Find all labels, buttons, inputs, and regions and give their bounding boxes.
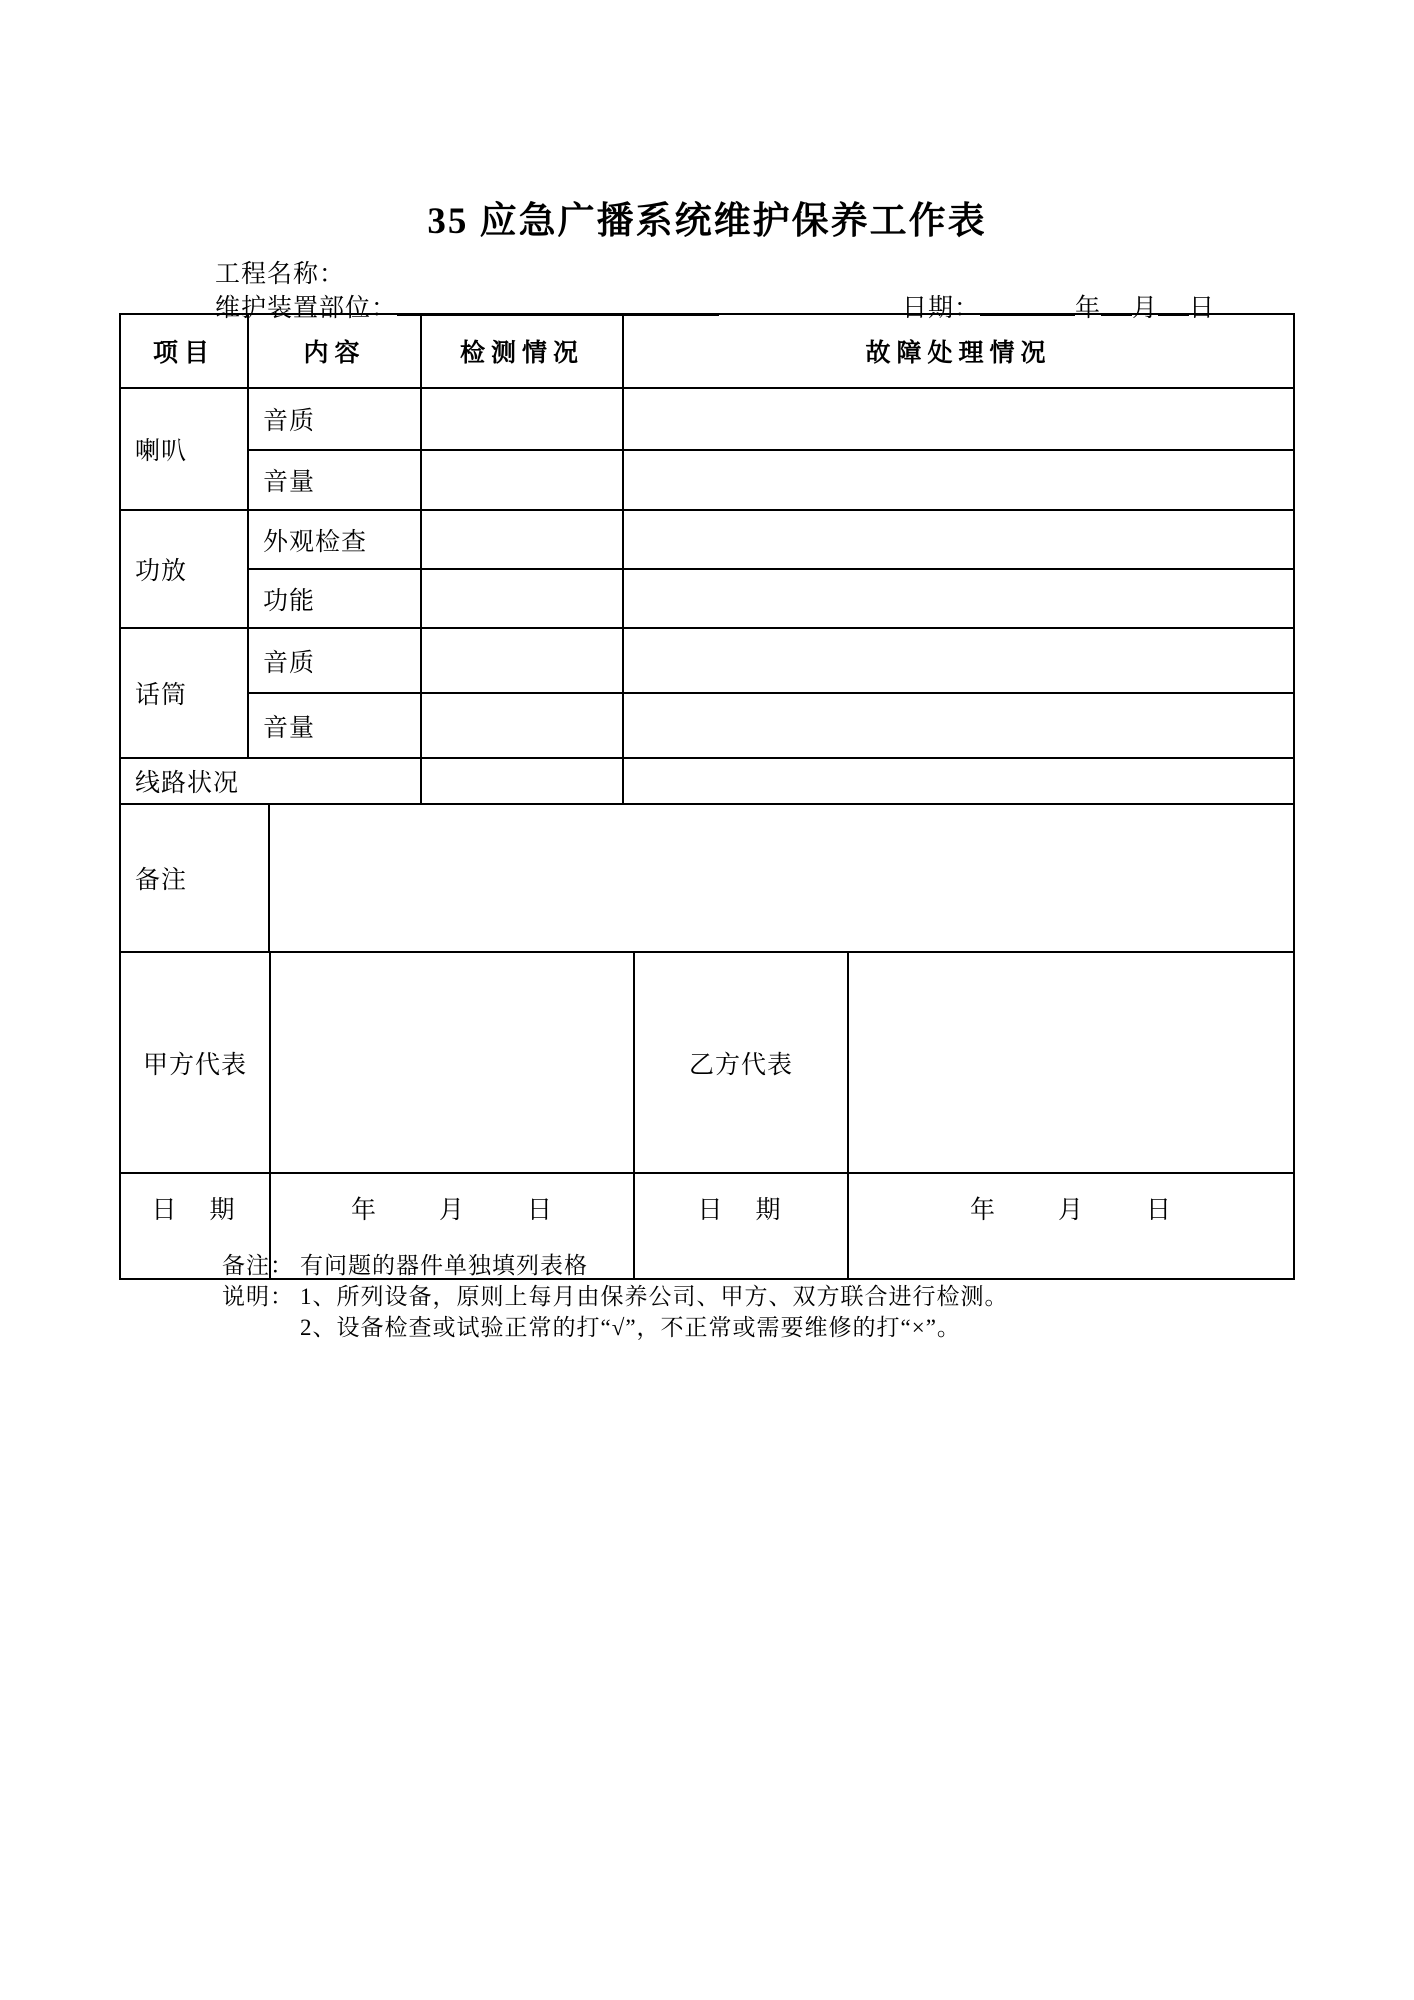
day-label: 日 — [527, 1197, 554, 1224]
table-row — [120, 693, 1294, 758]
signature-table — [119, 953, 1295, 1280]
footer-instruction-line-1 — [222, 1281, 1009, 1312]
year-label: 年 — [969, 1197, 996, 1224]
fault-empty-cell — [623, 569, 1294, 628]
fault-empty-cell — [623, 388, 1294, 450]
table-row — [120, 450, 1294, 510]
header-row — [120, 314, 1294, 388]
month-label: 月 — [438, 1197, 465, 1224]
item-cell-line-status: 线路状况 — [120, 758, 421, 804]
content-cell-speaker-volume: 音量 — [248, 450, 421, 510]
ymd-group — [271, 1190, 633, 1226]
header-cell-item: 项目 — [120, 314, 248, 388]
table-row — [120, 758, 1294, 804]
remarks-row — [120, 805, 1294, 952]
item-cell-speaker: 喇叭 — [120, 388, 248, 510]
footer-remark-text: 有问题的器件单独填列表格 — [300, 1253, 588, 1278]
fault-empty-cell — [623, 450, 1294, 510]
month-label: 月 — [1131, 295, 1158, 322]
fault-empty-cell — [623, 510, 1294, 569]
project-name-row — [215, 254, 1215, 288]
content-cell-speaker-sound-quality: 音质 — [248, 388, 421, 450]
footer-instruction-line-2 — [222, 1312, 1009, 1343]
header-cell-content: 内容 — [248, 314, 421, 388]
footer-instruction-spacer — [222, 1312, 300, 1343]
footer-instruction-label: 说明： — [222, 1284, 294, 1309]
footer-instruction-text-2: 2、设备检查或试验正常的打“√”，不正常或需要维修的打“×”。 — [300, 1315, 961, 1340]
inspection-empty-cell — [421, 388, 623, 450]
content-cell-microphone-volume: 音量 — [248, 693, 421, 758]
maintenance-table — [119, 313, 1293, 1280]
main-table — [119, 313, 1295, 805]
footer-remark-line — [222, 1250, 1009, 1281]
header-cell-inspection: 检测情况 — [421, 314, 623, 388]
footer-remark-label: 备注： — [222, 1253, 294, 1278]
item-cell-microphone: 话筒 — [120, 628, 248, 758]
table-row — [120, 628, 1294, 693]
page-title: 35 应急广播系统维护保养工作表 — [427, 201, 987, 242]
inspection-empty-cell — [421, 628, 623, 693]
footer-instruction-text-1: 1、所列设备，原则上每月由保养公司、甲方、双方联合进行检测。 — [300, 1284, 1009, 1309]
remarks-table — [119, 805, 1295, 953]
remarks-empty-cell — [269, 805, 1294, 952]
content-cell-microphone-sound-quality: 音质 — [248, 628, 421, 693]
inspection-empty-cell — [421, 450, 623, 510]
month-label: 月 — [1057, 1197, 1084, 1224]
project-name-label: 工程名称： — [215, 261, 346, 288]
table-row — [120, 388, 1294, 450]
day-label: 日 — [1146, 1197, 1173, 1224]
content-cell-amplifier-function: 功能 — [248, 569, 421, 628]
footer-notes — [222, 1250, 1009, 1343]
fault-empty-cell — [623, 758, 1294, 804]
table-row — [120, 569, 1294, 628]
remarks-label-cell: 备注 — [120, 805, 269, 952]
content-cell-amplifier-appearance: 外观检查 — [248, 510, 421, 569]
inspection-empty-cell — [421, 510, 623, 569]
party-b-representative-label-cell: 乙方代表 — [634, 953, 848, 1173]
party-a-representative-label-cell: 甲方代表 — [120, 953, 270, 1173]
fault-empty-cell — [623, 693, 1294, 758]
date-label: 日期： — [901, 295, 980, 322]
header-cell-fault-handling: 故障处理情况 — [623, 314, 1294, 388]
form-header — [215, 254, 1215, 322]
day-label: 日 — [1188, 295, 1215, 322]
inspection-empty-cell — [421, 758, 623, 804]
year-label: 年 — [350, 1197, 377, 1224]
party-b-signature-empty-cell — [848, 953, 1294, 1173]
inspection-empty-cell — [421, 693, 623, 758]
ymd-group — [849, 1190, 1293, 1226]
table-row — [120, 510, 1294, 569]
maintenance-location-label: 维护装置部位： — [215, 295, 398, 322]
year-label: 年 — [1074, 295, 1101, 322]
party-a-date-label-cell: 日 期 — [120, 1173, 270, 1279]
item-cell-amplifier: 功放 — [120, 510, 248, 628]
fault-empty-cell — [623, 628, 1294, 693]
representatives-row — [120, 953, 1294, 1173]
inspection-empty-cell — [421, 569, 623, 628]
party-b-date-label-cell: 日 期 — [634, 1173, 848, 1279]
party-a-signature-empty-cell — [270, 953, 634, 1173]
